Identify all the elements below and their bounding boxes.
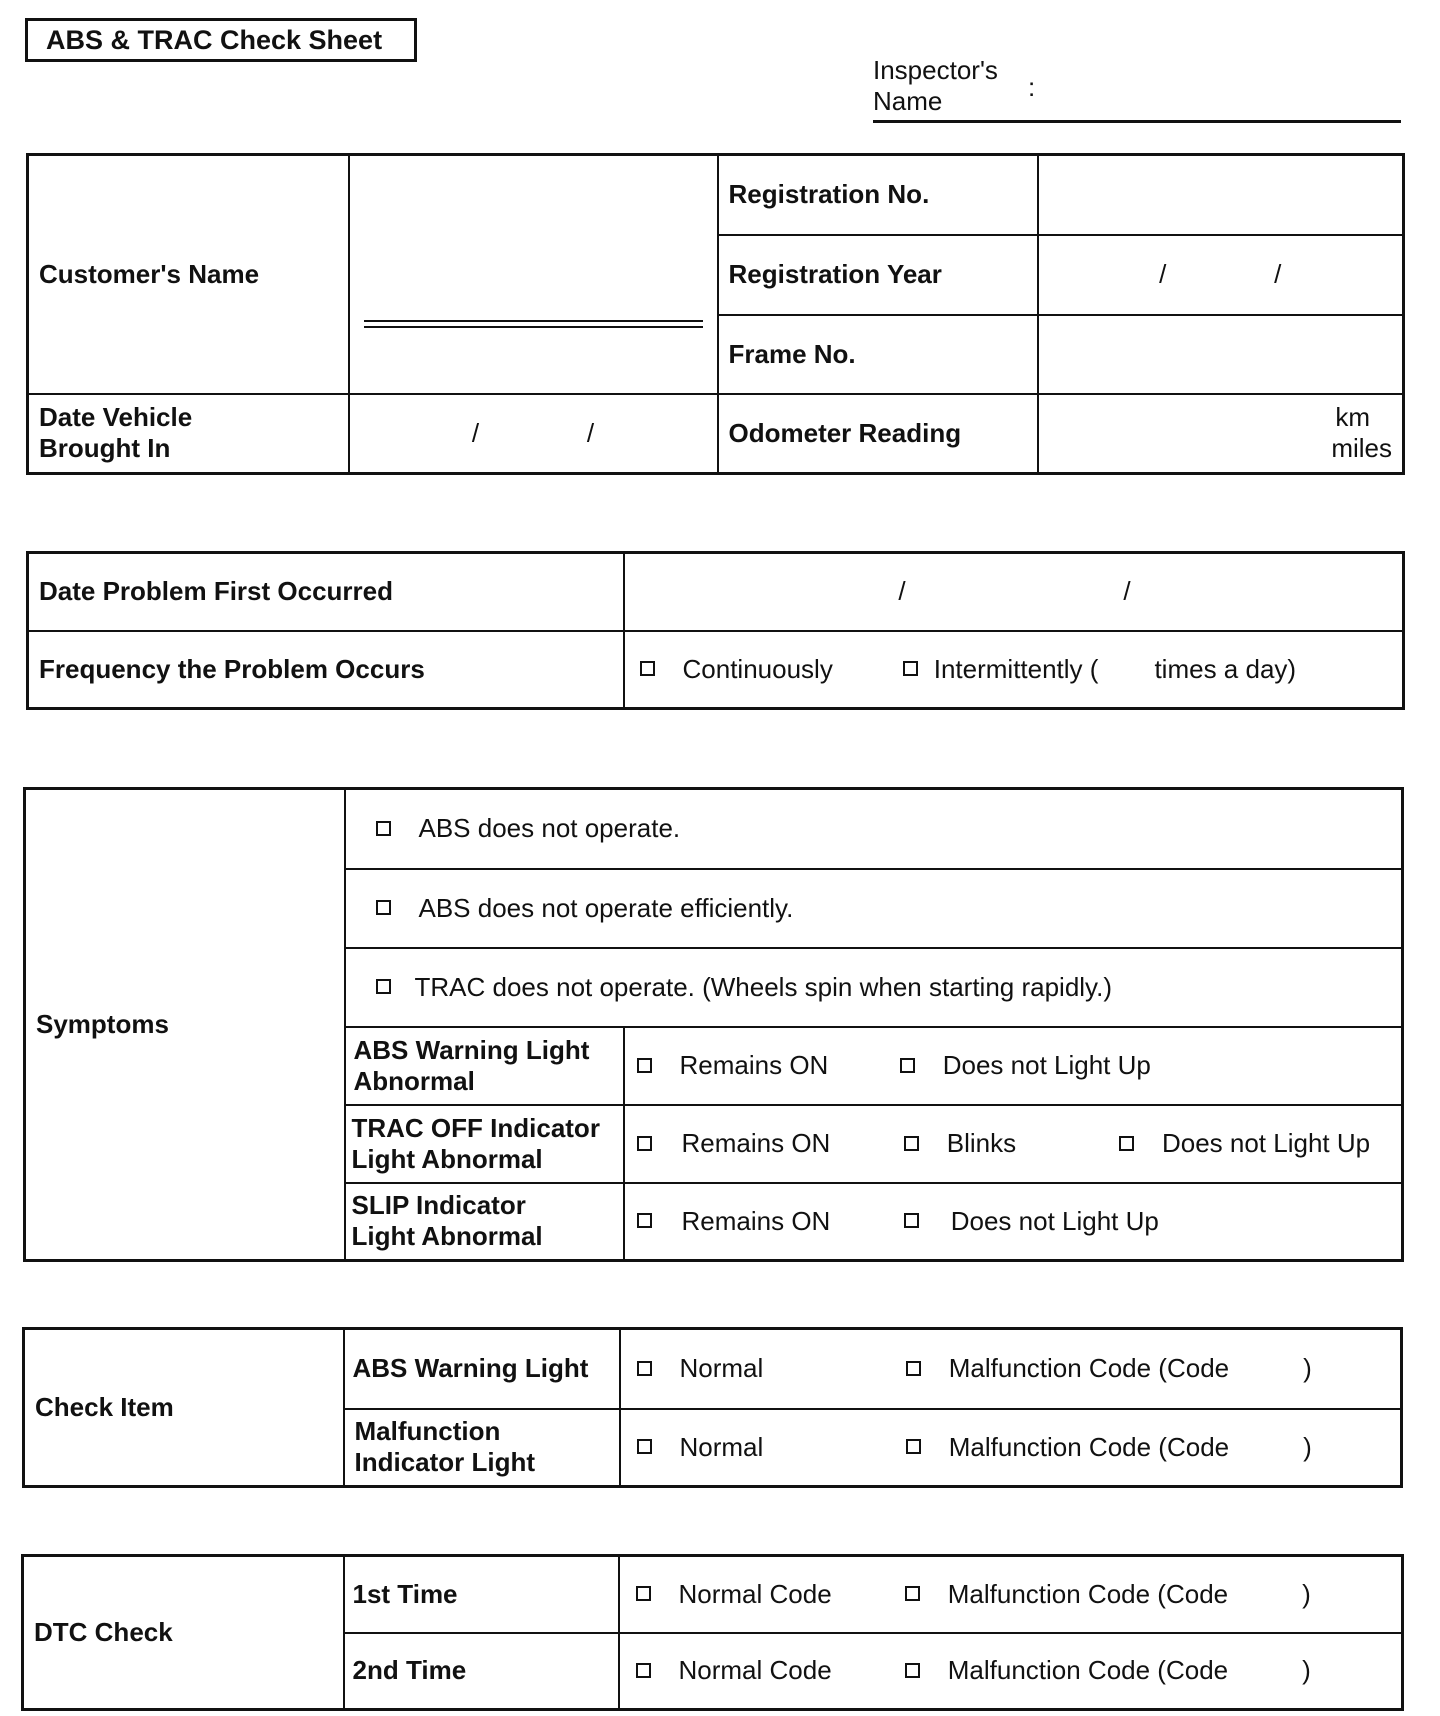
sheet-title: ABS & TRAC Check Sheet (25, 18, 417, 62)
abs-warning-light-options: Remains ON Does not Light Up (624, 1027, 1403, 1105)
dtc-first-malfunction-checkbox[interactable] (905, 1586, 920, 1601)
registration-year-label: Registration Year (718, 235, 1038, 315)
customer-name-field[interactable] (349, 155, 718, 394)
trac-off-not-light-checkbox[interactable] (1119, 1136, 1134, 1151)
date-brought-in-field[interactable]: / / (349, 394, 718, 474)
frequency-label: Frequency the Problem Occurs (28, 631, 624, 709)
registration-year-field[interactable]: / / (1038, 235, 1404, 315)
trac-off-remains-on-checkbox[interactable] (637, 1136, 652, 1151)
trac-off-blinks-checkbox[interactable] (904, 1136, 919, 1151)
check-item-label: Check Item (24, 1329, 344, 1487)
symptom-abs-not-operate: ABS does not operate. (345, 789, 1403, 869)
odometer-label: Odometer Reading (718, 394, 1038, 474)
slip-indicator-options: Remains ON Does not Light Up (624, 1183, 1403, 1261)
check-abs-warning-label: ABS Warning Light (344, 1329, 620, 1409)
check-abs-warning-options: Normal Malfunction Code (Code ) (620, 1329, 1402, 1409)
frame-no-label: Frame No. (718, 315, 1038, 394)
customer-name-label: Customer's Name (28, 155, 349, 394)
inspector-colon: : (1028, 72, 1036, 102)
check-abs-malfunction-checkbox[interactable] (906, 1361, 921, 1376)
slip-remains-on-checkbox[interactable] (637, 1213, 652, 1228)
check-item-table (22, 1327, 1403, 1488)
slip-indicator-label: SLIP Indicator Light Abnormal (345, 1183, 624, 1261)
abs-warning-light-label: ABS Warning Light Abnormal (345, 1027, 624, 1105)
trac-off-indicator-options: Remains ON Blinks Does not Light Up (624, 1105, 1403, 1183)
trac-off-indicator-label: TRAC OFF Indicator Light Abnormal (345, 1105, 624, 1183)
date-first-occurred-label: Date Problem First Occurred (28, 553, 624, 631)
dtc-second-normal-checkbox[interactable] (636, 1663, 651, 1678)
odometer-field[interactable]: km miles (1038, 394, 1404, 474)
continuously-checkbox[interactable] (640, 661, 655, 676)
dtc-first-time-label: 1st Time (344, 1556, 619, 1633)
inspector-name-field[interactable] (873, 120, 1401, 123)
dtc-second-time-options: Normal Code Malfunction Code (Code ) (619, 1633, 1403, 1710)
check-mil-normal-checkbox[interactable] (637, 1439, 652, 1454)
symptoms-table (23, 787, 1404, 1262)
dtc-check-table (21, 1554, 1404, 1711)
registration-no-field[interactable] (1038, 155, 1404, 235)
check-abs-normal-checkbox[interactable] (637, 1361, 652, 1376)
vehicle-info-table (26, 153, 1405, 475)
trac-not-operate-checkbox[interactable] (376, 979, 391, 994)
check-mil-malfunction-checkbox[interactable] (906, 1439, 921, 1454)
symptom-abs-not-efficient: ABS does not operate efficiently. (345, 869, 1403, 948)
dtc-first-time-options: Normal Code Malfunction Code (Code ) (619, 1556, 1403, 1633)
slip-not-light-checkbox[interactable] (904, 1213, 919, 1228)
date-brought-in-label: Date Vehicle Brought In (28, 394, 349, 474)
frame-no-field[interactable] (1038, 315, 1404, 394)
abs-warning-remains-on-checkbox[interactable] (637, 1058, 652, 1073)
inspector-name-label: Inspector's Name (873, 55, 998, 116)
date-first-occurred-field[interactable]: / / (624, 553, 1404, 631)
dtc-check-label: DTC Check (23, 1556, 344, 1710)
abs-not-efficient-checkbox[interactable] (376, 900, 391, 915)
abs-warning-not-light-checkbox[interactable] (900, 1058, 915, 1073)
abs-not-operate-checkbox[interactable] (376, 821, 391, 836)
symptoms-label: Symptoms (25, 789, 345, 1261)
check-mil-label: Malfunction Indicator Light (344, 1409, 620, 1487)
registration-no-label: Registration No. (718, 155, 1038, 235)
check-mil-options: Normal Malfunction Code (Code ) (620, 1409, 1402, 1487)
intermittently-checkbox[interactable] (903, 661, 918, 676)
dtc-first-normal-checkbox[interactable] (636, 1586, 651, 1601)
dtc-second-time-label: 2nd Time (344, 1633, 619, 1710)
problem-occurrence-table (26, 551, 1405, 710)
dtc-second-malfunction-checkbox[interactable] (905, 1663, 920, 1678)
frequency-options: Continuously Intermittently ( times a day) (624, 631, 1404, 709)
symptom-trac-not-operate: TRAC does not operate. (Wheels spin when starting rapidly.) (345, 948, 1403, 1027)
